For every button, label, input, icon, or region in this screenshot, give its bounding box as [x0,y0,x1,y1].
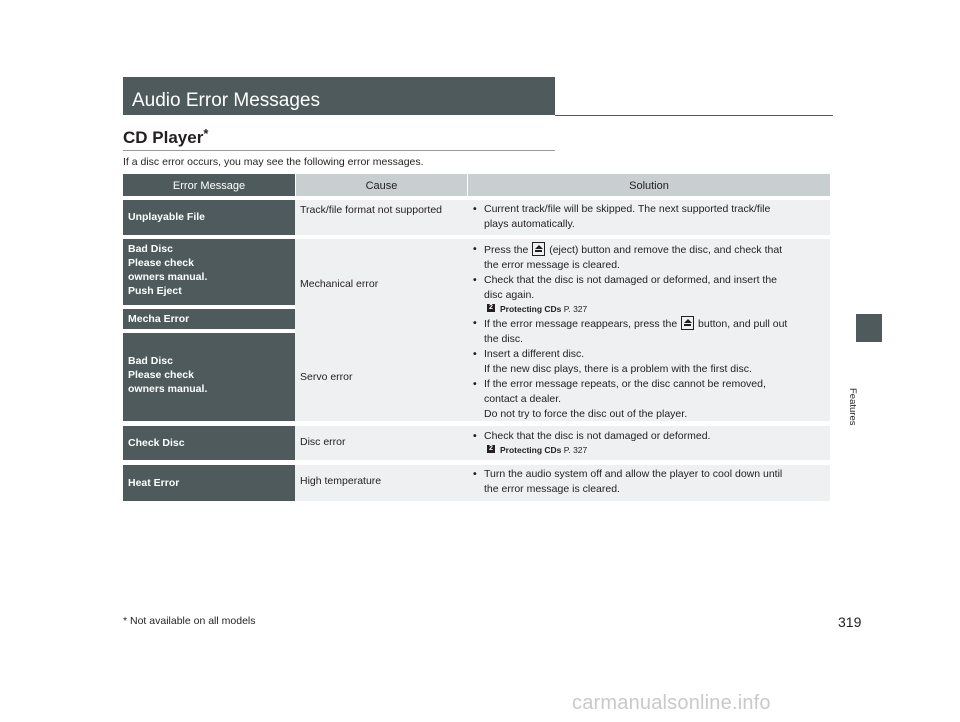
cause-unplayable: Track/file format not supported [300,204,443,216]
error-bad-disc: Bad Disc Please check owners manual. [123,333,295,421]
reference-protecting-cds[interactable]: 2 Protecting CDs P. 327 [472,303,828,316]
header-cause: Cause [296,174,467,196]
title-rule [555,115,833,116]
header-error-message: Error Message [123,174,295,196]
intro-text: If a disc error occurs, you may see the following error messages. [123,156,424,168]
page-title: Audio Error Messages [123,77,555,115]
error-unplayable-file: Unplayable File [123,200,295,235]
solution-heat: • Turn the audio system off and allow the player to cool down until the error message is cleared. [472,467,828,497]
side-label-features: Features [847,388,858,426]
section-rule [123,150,555,151]
reference-arrow-icon: 2 [487,304,495,312]
section-title: CD Player* [123,126,209,147]
error-bad-disc-push-eject: Bad Disc Please check owners manual. Push Eject [123,239,295,305]
cause-servo: Servo error [300,371,353,383]
solution-check-disc: • Check that the disc is not damaged or deformed. 2 Protecting CDs P. 327 [472,429,828,457]
error-heat-error: Heat Error [123,465,295,501]
cause-high-temperature: High temperature [300,475,382,487]
reference-protecting-cds[interactable]: 2 Protecting CDs P. 327 [472,444,828,457]
error-check-disc: Check Disc [123,426,295,460]
cause-disc-error: Disc error [300,436,346,448]
footnote: * Not available on all models [123,615,256,627]
cause-mechanical: Mechanical error [300,278,379,290]
features-tab[interactable] [856,314,882,342]
eject-icon [532,242,545,256]
header-solution: Solution [468,174,830,196]
solution-disc-errors: • Press the (eject) button and remove the disc, and check that the error message is cleared. • Check that the disc is not damaged or deformed, and insert the disc again. 2 Protecting CDs P. 327 • If the error message reappears, press the button, and pull out the disc. • Insert a different disc. If the new disc plays, there is a problem with the first disc. • If the error message repeats, or the disc cannot be removed, contact a dealer. Do not try to force the disc out of the player. [472,242,828,422]
reference-arrow-icon: 2 [487,445,495,453]
page-number: 319 [838,614,862,630]
watermark: carmanualsonline.info [572,692,771,714]
solution-unplayable: • Current track/file will be skipped. The next supported track/file plays automatically. [472,202,828,232]
eject-icon [681,316,694,330]
error-mecha-error: Mecha Error [123,309,295,329]
